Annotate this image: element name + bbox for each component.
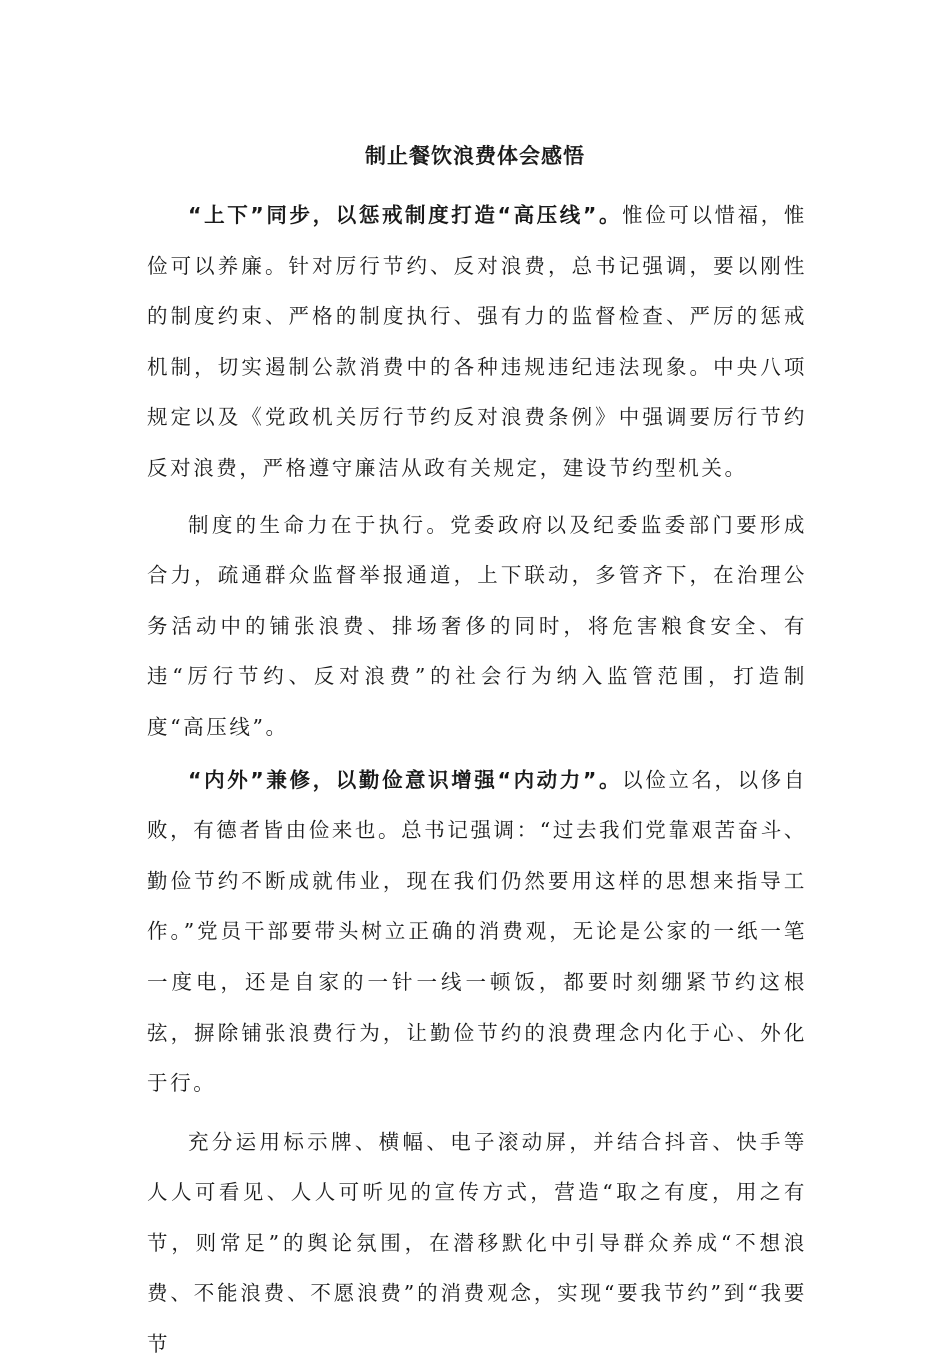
- paragraph-2-text: 制度的生命力在于执行。党委政府以及纪委监委部门要形成合力，疏通群众监督举报通道，上下联动，多管齐下，在治理公务活动中的铺张浪费、排场奢侈的同时，将危害粮食安全、有违“厉行节约、反对浪费”的社会行为纳入监管范围，打造制度“高压线”。: [147, 512, 807, 739]
- paragraph-3-heading: “内外”兼修，以勤俭意识增强“内动力”。: [188, 767, 623, 792]
- paragraph-1-heading: “上下”同步，以惩戒制度打造“高压线”。: [188, 203, 623, 227]
- paragraph-4-text: 充分运用标示牌、横幅、电子滚动屏，并结合抖音、快手等人人可看见、人人可听见的宣传方式，营造“取之有度，用之有节，则常足”的舆论氛围，在潜移默化中引导群众养成“不想浪费、不能浪费、不愿浪费”的消费观念，实现“要我节约”到“我要节: [147, 1129, 807, 1357]
- document-title: 制止餐饮浪费体会感悟: [365, 143, 585, 168]
- document-body: [147, 190, 807, 1370]
- paragraph-1: [147, 190, 807, 494]
- paragraph-3: [147, 755, 807, 1109]
- paragraph-3-text: 以俭立名，以侈自败，有德者皆由俭来也。总书记强调：“过去我们党靠艰苦奋斗、勤俭节约不断成就伟业，现在我们仍然要用这样的思想来指导工作。”党员干部要带头树立正确的消费观，无论是公家的一纸一笔一度电，还是自家的一针一线一顿饭，都要时刻绷紧节约这根弦，摒除铺张浪费行为，让勤俭节约的浪费理念内化于心、外化于行。: [147, 767, 807, 1096]
- paragraph-1-text: 惟俭可以惜福，惟俭可以养廉。针对厉行节约、反对浪费，总书记强调，要以刚性的制度约束、严格的制度执行、强有力的监督检查、严厉的惩戒机制，切实遏制公款消费中的各种违规违纪违法现象。中央八项规定以及《党政机关厉行节约反对浪费条例》中强调要厉行节约反对浪费，严格遵守廉洁从政有关规定，建设节约型机关。: [147, 203, 807, 480]
- paragraph-4: [147, 1117, 807, 1370]
- paragraph-2: [147, 500, 807, 753]
